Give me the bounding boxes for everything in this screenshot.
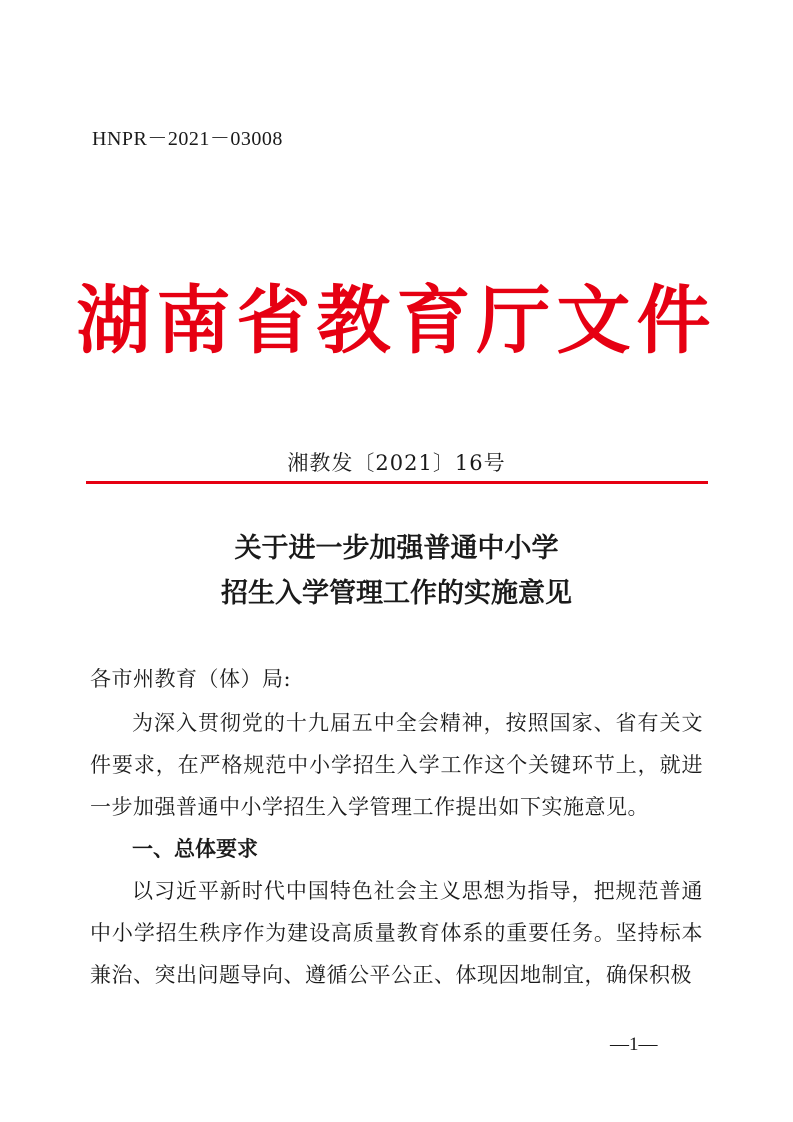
red-separator-line	[86, 481, 708, 484]
title-line-1: 关于进一步加强普通中小学	[234, 533, 559, 564]
section-heading-general-requirements: 一、总体要求	[132, 837, 258, 861]
document-title	[0, 526, 793, 616]
salutation: 各市州教育（体）局:	[90, 667, 292, 691]
issuing-authority-header: 湖南省教育厅文件	[76, 278, 717, 364]
document-number: 湘教发〔2021〕16号	[287, 451, 506, 475]
page-number: —1—	[610, 1034, 658, 1055]
title-line-2: 招生入学管理工作的实施意见	[221, 578, 572, 609]
paragraph-intro: 为深入贯彻党的十九届五中全会精神，按照国家、省有关文件要求，在严格规范中小学招生入学工作这个关键环节上，就进一步加强普通中小学招生入学管理工作提出如下实施意见。	[90, 711, 703, 819]
paragraph-general-requirements: 以习近平新时代中国特色社会主义思想为指导，把规范普通中小学招生秩序作为建设高质量教育体系的重要任务。坚持标本兼治、突出问题导向、遵循公平公正、体现因地制宜，确保积极	[90, 879, 703, 987]
document-code: HNPR－2021－03008	[92, 128, 283, 150]
